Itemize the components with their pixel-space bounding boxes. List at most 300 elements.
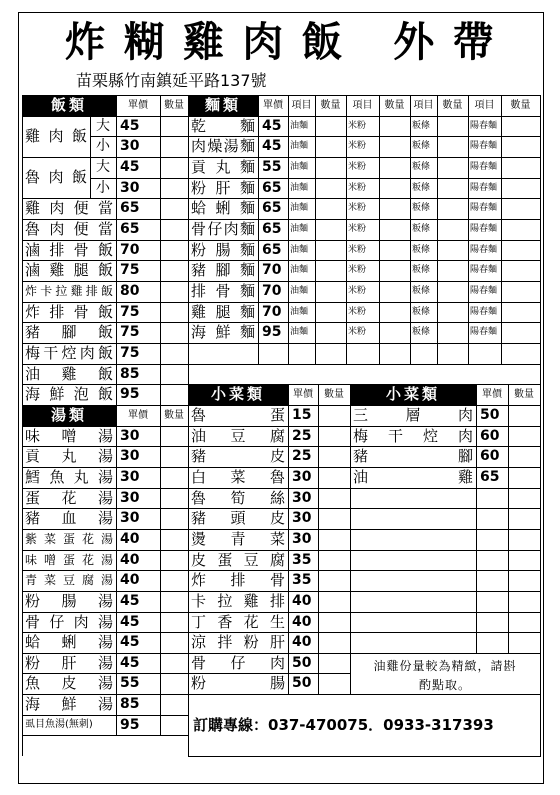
noodle-option: 米粉 xyxy=(346,219,380,241)
noodle-qty-header: 數量 xyxy=(501,95,541,117)
noodle-option: 米粉 xyxy=(346,136,380,158)
rice-qty-cell xyxy=(160,219,189,241)
noodle-qty-cell xyxy=(501,219,541,241)
soup-header: 湯類 xyxy=(22,405,117,427)
rice-price: 85 xyxy=(116,364,161,385)
noodle-qty-cell xyxy=(315,157,347,179)
section-gap-border xyxy=(540,364,541,384)
size-small-label: 小 xyxy=(90,178,117,199)
noodle-price: 65 xyxy=(258,178,289,199)
rice-price-header: 單價 xyxy=(116,95,161,117)
rice-price: 75 xyxy=(116,302,161,323)
noodle-option: 油麵 xyxy=(288,322,316,344)
side-qty-cell xyxy=(318,591,351,613)
noodle-qty-cell xyxy=(379,281,411,303)
noodle-qty-cell xyxy=(379,136,411,158)
noodle-name: 蛤蜊麵 xyxy=(188,198,259,220)
side-price: 25 xyxy=(288,426,319,447)
soup-qty-cell xyxy=(160,673,189,695)
rice-name: 豬腳飯 xyxy=(22,322,117,344)
side-name xyxy=(350,632,477,654)
noodle-option: 油麵 xyxy=(288,116,316,137)
noodle-option: 油麵 xyxy=(288,198,316,220)
noodle-name: 乾麵 xyxy=(188,116,259,137)
noodle-option: 粄條 xyxy=(410,260,438,282)
noodle-option: 米粉 xyxy=(346,281,380,303)
side-name: 魯筍絲 xyxy=(188,488,289,509)
noodle-qty-cell xyxy=(501,343,541,365)
soup-name: 海鮮湯 xyxy=(22,694,117,716)
section-gap xyxy=(188,364,541,385)
soup-name: 味噌蛋花湯 xyxy=(22,550,117,571)
noodle-option: 陽春麵 xyxy=(468,178,502,199)
noodle-qty-cell xyxy=(501,260,541,282)
noodle-option: 油麵 xyxy=(288,136,316,158)
noodle-option: 米粉 xyxy=(346,116,380,137)
soup-price: 30 xyxy=(116,508,161,530)
side-qty-cell xyxy=(318,488,351,509)
side-header: 小菜類 xyxy=(350,384,477,406)
soup-price: 45 xyxy=(116,632,161,654)
rice-qty-cell xyxy=(160,364,189,385)
soup-price: 45 xyxy=(116,612,161,633)
soup-qty-cell xyxy=(160,446,189,468)
noodle-qty-cell xyxy=(315,198,347,220)
noodle-price: 65 xyxy=(258,198,289,220)
side-price: 50 xyxy=(288,673,319,695)
noodle-price: 65 xyxy=(258,240,289,261)
soup-name: 粉肝湯 xyxy=(22,653,117,674)
side-qty-cell xyxy=(508,426,541,447)
side-name xyxy=(350,570,477,592)
noodle-option: 陽春麵 xyxy=(468,240,502,261)
soup-price: 30 xyxy=(116,446,161,468)
noodle-qty-cell xyxy=(379,219,411,241)
soup-name: 蛋花湯 xyxy=(22,488,117,509)
side-name: 油豆腐 xyxy=(188,426,289,447)
noodle-qty-cell xyxy=(437,219,469,241)
noodle-qty-cell xyxy=(315,116,347,137)
noodle-qty-cell xyxy=(501,178,541,199)
side-qty-header: 數量 xyxy=(318,384,351,406)
noodle-qty-cell xyxy=(501,281,541,303)
noodle-name: 貢丸麵 xyxy=(188,157,259,179)
noodle-qty-cell xyxy=(437,260,469,282)
noodle-qty-cell xyxy=(501,240,541,261)
side-name: 炸排骨 xyxy=(188,570,289,592)
noodle-option xyxy=(468,343,502,365)
noodle-option-header: 項目 xyxy=(288,95,316,117)
side-name: 皮蛋豆腐 xyxy=(188,550,289,571)
noodle-option: 油麵 xyxy=(288,178,316,199)
side-qty-cell xyxy=(318,446,351,468)
soup-name: 青菜豆腐湯 xyxy=(22,570,117,592)
rice-price: 65 xyxy=(116,198,161,220)
side-price: 30 xyxy=(288,508,319,530)
side-name: 梅干焢肉 xyxy=(350,426,477,447)
rice-name: 滷排骨飯 xyxy=(22,240,117,261)
side-header: 小菜類 xyxy=(188,384,289,406)
noodle-name: 海鮮麵 xyxy=(188,322,259,344)
side-qty-cell xyxy=(318,570,351,592)
noodle-qty-header: 數量 xyxy=(437,95,469,117)
noodle-qty-cell xyxy=(379,240,411,261)
rice-price: 45 xyxy=(116,157,161,179)
soup-name: 鱈魚丸湯 xyxy=(22,467,117,489)
side-price xyxy=(476,591,509,613)
rice-price: 75 xyxy=(116,343,161,365)
noodle-qty-cell xyxy=(379,116,411,137)
noodle-option-header: 項目 xyxy=(468,95,502,117)
noodle-option: 粄條 xyxy=(410,157,438,179)
noodle-qty-cell xyxy=(437,116,469,137)
side-qty-cell xyxy=(508,612,541,633)
soup-name: 紫菜蛋花湯 xyxy=(22,529,117,551)
side-price: 35 xyxy=(288,550,319,571)
side-price: 25 xyxy=(288,446,319,468)
rice-name: 海鮮泡飯 xyxy=(22,384,117,406)
side-qty-cell xyxy=(508,446,541,468)
noodle-price: 55 xyxy=(258,157,289,179)
noodle-qty-cell xyxy=(437,302,469,323)
side-price: 65 xyxy=(476,467,509,489)
noodle-option xyxy=(346,343,380,365)
noodle-qty-cell xyxy=(315,343,347,365)
noodle-qty-cell xyxy=(437,178,469,199)
rice-price: 45 xyxy=(116,116,161,137)
side-qty-cell xyxy=(508,508,541,530)
noodle-qty-cell xyxy=(315,178,347,199)
noodle-option-header: 項目 xyxy=(346,95,380,117)
noodle-option-header: 項目 xyxy=(410,95,438,117)
noodle-qty-cell xyxy=(501,198,541,220)
noodle-price-header: 單價 xyxy=(258,95,289,117)
side-qty-cell xyxy=(318,467,351,489)
noodle-name: 排骨麵 xyxy=(188,281,259,303)
soup-qty-cell xyxy=(160,467,189,489)
side-name xyxy=(350,550,477,571)
side-name: 白菜魯 xyxy=(188,467,289,489)
noodle-option: 陽春麵 xyxy=(468,281,502,303)
noodle-option: 粄條 xyxy=(410,302,438,323)
noodle-option: 粄條 xyxy=(410,240,438,261)
rice-name: 油雞飯 xyxy=(22,364,117,385)
noodle-option: 粄條 xyxy=(410,116,438,137)
soup-price: 40 xyxy=(116,570,161,592)
noodle-qty-cell xyxy=(379,302,411,323)
side-name xyxy=(350,508,477,530)
noodle-name: 粉腸麵 xyxy=(188,240,259,261)
noodle-option: 粄條 xyxy=(410,219,438,241)
rice-price: 95 xyxy=(116,384,161,406)
noodle-qty-cell xyxy=(315,322,347,344)
rice-name: 炸卡拉雞排飯 xyxy=(22,281,117,303)
noodle-option: 陽春麵 xyxy=(468,198,502,220)
soup-name: 骨仔肉湯 xyxy=(22,612,117,633)
noodle-option: 油麵 xyxy=(288,157,316,179)
noodle-option: 油麵 xyxy=(288,281,316,303)
side-price: 30 xyxy=(288,529,319,551)
noodle-option: 米粉 xyxy=(346,260,380,282)
rice-name: 滷雞腿飯 xyxy=(22,260,117,282)
noodle-name: 肉燥湯麵 xyxy=(188,136,259,158)
soup-price: 40 xyxy=(116,529,161,551)
side-qty-cell xyxy=(508,405,541,427)
noodle-qty-cell xyxy=(379,322,411,344)
side-price: 60 xyxy=(476,446,509,468)
noodle-option: 米粉 xyxy=(346,178,380,199)
soup-price: 85 xyxy=(116,694,161,716)
noodle-qty-cell xyxy=(315,281,347,303)
noodle-qty-cell xyxy=(315,302,347,323)
rice-qty-cell xyxy=(160,178,189,199)
noodle-qty-cell xyxy=(315,136,347,158)
side-qty-cell xyxy=(318,426,351,447)
side-qty-cell xyxy=(318,508,351,530)
soup-qty-cell xyxy=(160,488,189,509)
noodle-option: 油麵 xyxy=(288,219,316,241)
noodle-option: 粄條 xyxy=(410,198,438,220)
noodle-qty-cell xyxy=(437,281,469,303)
noodle-price: 45 xyxy=(258,136,289,158)
side-price: 50 xyxy=(476,405,509,427)
noodle-qty-cell xyxy=(315,219,347,241)
side-price xyxy=(476,488,509,509)
order-phone: 訂購專線：037-470075．0933-317393 xyxy=(188,694,541,757)
noodle-qty-cell xyxy=(501,157,541,179)
rice-name: 雞肉便當 xyxy=(22,198,117,220)
rice-qty-cell xyxy=(160,157,189,179)
rice-price: 30 xyxy=(116,136,161,158)
soup-price: 95 xyxy=(116,715,161,736)
rice-qty-cell xyxy=(160,384,189,406)
soup-name: 貢丸湯 xyxy=(22,446,117,468)
side-qty-cell xyxy=(508,570,541,592)
size-large-label: 大 xyxy=(90,116,117,137)
rice-qty-cell xyxy=(160,322,189,344)
noodle-qty-cell xyxy=(437,198,469,220)
noodle-qty-cell xyxy=(315,240,347,261)
side-name xyxy=(350,591,477,613)
soup-qty-cell xyxy=(160,653,189,674)
noodle-option: 米粉 xyxy=(346,198,380,220)
side-price-header: 單價 xyxy=(476,384,509,406)
rice-price: 75 xyxy=(116,322,161,344)
soup-qty-cell xyxy=(160,591,189,613)
rice-price: 65 xyxy=(116,219,161,241)
soup-price: 30 xyxy=(116,426,161,447)
side-name: 油雞 xyxy=(350,467,477,489)
rice-qty-cell xyxy=(160,116,189,137)
noodle-option xyxy=(410,343,438,365)
noodle-option: 米粉 xyxy=(346,322,380,344)
noodle-qty-cell xyxy=(437,157,469,179)
side-name: 粉腸 xyxy=(188,673,289,695)
side-price: 40 xyxy=(288,632,319,654)
noodle-price: 70 xyxy=(258,302,289,323)
side-name: 豬皮 xyxy=(188,446,289,468)
soup-price: 30 xyxy=(116,488,161,509)
side-name: 魯蛋 xyxy=(188,405,289,427)
rice-qty-cell xyxy=(160,260,189,282)
noodle-qty-cell xyxy=(501,302,541,323)
soup-name: 魚皮湯 xyxy=(22,673,117,695)
side-qty-header: 數量 xyxy=(508,384,541,406)
size-large-label: 大 xyxy=(90,157,117,179)
side-name: 豬頭皮 xyxy=(188,508,289,530)
side-qty-cell xyxy=(318,550,351,571)
rice-qty-cell xyxy=(160,302,189,323)
side-qty-cell xyxy=(318,405,351,427)
side-price: 50 xyxy=(288,653,319,674)
side-name: 丁香花生 xyxy=(188,612,289,633)
noodle-option: 粄條 xyxy=(410,281,438,303)
soup-price: 45 xyxy=(116,653,161,674)
noodle-qty-cell xyxy=(379,198,411,220)
noodle-qty-cell xyxy=(501,322,541,344)
soup-name: 虱目魚湯(無刺) xyxy=(22,715,117,736)
noodle-option: 米粉 xyxy=(346,302,380,323)
soup-qty-cell xyxy=(160,694,189,716)
soup-qty-cell xyxy=(160,715,189,736)
noodle-name: 雞腿麵 xyxy=(188,302,259,323)
noodle-option: 油麵 xyxy=(288,260,316,282)
rice-qty-cell xyxy=(160,198,189,220)
noodle-name: 粉肝麵 xyxy=(188,178,259,199)
side-name: 骨仔肉 xyxy=(188,653,289,674)
side-price xyxy=(476,508,509,530)
noodle-qty-cell xyxy=(315,260,347,282)
side-price xyxy=(476,612,509,633)
noodle-price: 65 xyxy=(258,219,289,241)
noodle-option: 粄條 xyxy=(410,136,438,158)
noodle-qty-header: 數量 xyxy=(379,95,411,117)
noodle-option: 陽春麵 xyxy=(468,136,502,158)
rice-name: 雞肉飯 xyxy=(22,116,91,158)
side-name xyxy=(350,488,477,509)
rice-name: 梅干焢肉飯 xyxy=(22,343,117,365)
rice-qty-cell xyxy=(160,136,189,158)
soup-qty-cell xyxy=(160,612,189,633)
rice-price: 80 xyxy=(116,281,161,303)
noodle-option: 陽春麵 xyxy=(468,157,502,179)
noodle-option: 粄條 xyxy=(410,322,438,344)
rice-qty-cell xyxy=(160,281,189,303)
side-name xyxy=(350,529,477,551)
rice-name: 魯肉便當 xyxy=(22,219,117,241)
noodle-name xyxy=(188,343,259,365)
noodle-option: 油麵 xyxy=(288,302,316,323)
soup-name: 粉腸湯 xyxy=(22,591,117,613)
noodle-option: 米粉 xyxy=(346,240,380,261)
rice-qty-header: 數量 xyxy=(160,95,189,117)
side-name: 燙青菜 xyxy=(188,529,289,551)
shop-address: 苗栗縣竹南鎮延平路137號 xyxy=(76,71,267,90)
noodle-option: 陽春麵 xyxy=(468,322,502,344)
side-qty-cell xyxy=(318,632,351,654)
soup-qty-cell xyxy=(160,426,189,447)
noodle-qty-header: 數量 xyxy=(315,95,347,117)
soup-price: 40 xyxy=(116,550,161,571)
side-price: 15 xyxy=(288,405,319,427)
rice-qty-cell xyxy=(160,240,189,261)
noodle-option: 粄條 xyxy=(410,178,438,199)
soup-qty-cell xyxy=(160,632,189,654)
noodle-name: 骨仔肉麵 xyxy=(188,219,259,241)
side-qty-cell xyxy=(318,653,351,674)
noodle-option: 油麵 xyxy=(288,240,316,261)
noodle-option: 陽春麵 xyxy=(468,116,502,137)
soup-qty-cell xyxy=(160,550,189,571)
side-qty-cell xyxy=(508,591,541,613)
soup-qty-header: 數量 xyxy=(160,405,189,427)
size-small-label: 小 xyxy=(90,136,117,158)
noodle-price: 70 xyxy=(258,260,289,282)
rice-name: 炸排骨飯 xyxy=(22,302,117,323)
noodle-header: 麵類 xyxy=(188,95,259,117)
side-qty-cell xyxy=(508,529,541,551)
soup-price: 45 xyxy=(116,591,161,613)
side-qty-cell xyxy=(508,550,541,571)
side-qty-cell xyxy=(508,488,541,509)
noodle-price: 45 xyxy=(258,116,289,137)
noodle-option: 米粉 xyxy=(346,157,380,179)
side-price: 40 xyxy=(288,612,319,633)
soup-name: 味噌湯 xyxy=(22,426,117,447)
noodle-qty-cell xyxy=(379,260,411,282)
side-name: 豬腳 xyxy=(350,446,477,468)
side-name xyxy=(350,612,477,633)
noodle-option: 陽春麵 xyxy=(468,260,502,282)
noodle-qty-cell xyxy=(437,343,469,365)
noodle-qty-cell xyxy=(379,178,411,199)
soup-price: 30 xyxy=(116,467,161,489)
side-qty-cell xyxy=(508,632,541,654)
noodle-option: 陽春麵 xyxy=(468,302,502,323)
noodle-price: 95 xyxy=(258,322,289,344)
side-price: 30 xyxy=(288,467,319,489)
side-qty-cell xyxy=(318,529,351,551)
portion-note: 油雞份量較為精緻，請斟酌點取。 xyxy=(350,653,541,695)
soup-qty-cell xyxy=(160,529,189,551)
side-qty-cell xyxy=(318,673,351,695)
rice-qty-cell xyxy=(160,343,189,365)
rice-name: 魯肉飯 xyxy=(22,157,91,199)
noodle-name: 豬腳麵 xyxy=(188,260,259,282)
rice-price: 70 xyxy=(116,240,161,261)
noodle-price: 70 xyxy=(258,281,289,303)
side-qty-cell xyxy=(508,467,541,489)
noodle-qty-cell xyxy=(437,136,469,158)
page-title: 炸 糊 雞 肉 飯 外 帶 xyxy=(64,18,496,66)
side-price-header: 單價 xyxy=(288,384,319,406)
side-price xyxy=(476,529,509,551)
noodle-qty-cell xyxy=(437,322,469,344)
side-name: 卡拉雞排 xyxy=(188,591,289,613)
rice-price: 30 xyxy=(116,178,161,199)
soup-price: 55 xyxy=(116,673,161,695)
side-price: 40 xyxy=(288,591,319,613)
side-name: 三層肉 xyxy=(350,405,477,427)
noodle-qty-cell xyxy=(379,343,411,365)
noodle-option: 陽春麵 xyxy=(468,219,502,241)
noodle-qty-cell xyxy=(501,116,541,137)
noodle-qty-cell xyxy=(501,136,541,158)
noodle-price xyxy=(258,343,289,365)
side-price xyxy=(476,550,509,571)
side-qty-cell xyxy=(318,612,351,633)
rice-price: 75 xyxy=(116,260,161,282)
